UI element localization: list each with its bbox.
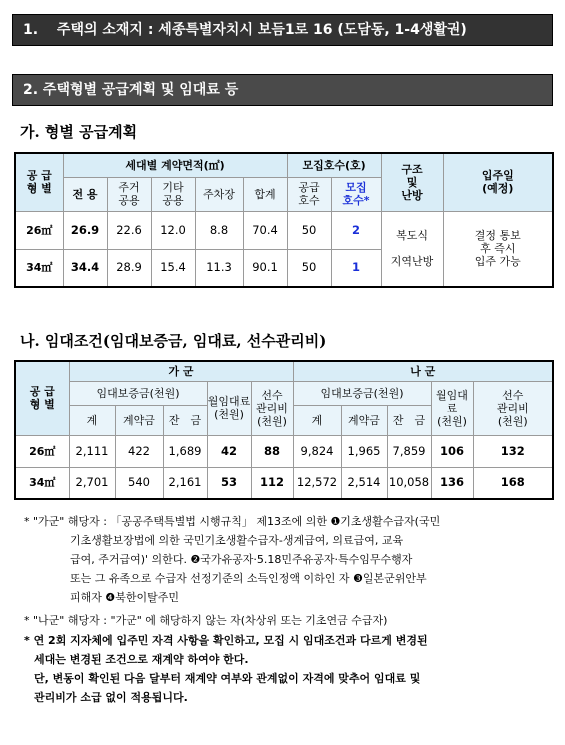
cell: 7,859	[387, 435, 431, 467]
note-line: 단, 변동이 확인된 다음 달부터 재계약 여부와 관계없이 자격에 맞추어 임대료 및	[34, 672, 421, 685]
supply-plan-title: 2. 주택형별 공급계획 및 임대료 등	[23, 82, 239, 98]
cell: 26.9	[63, 211, 107, 249]
note-line: * 연 2회 지자체에 입주민 자격 사항을 확인하고, 모집 시 임대조건과 다르게 변경된	[24, 634, 428, 647]
supply-plan-table	[14, 152, 554, 288]
cell: 2,514	[341, 467, 387, 499]
col-other-common: 기타 공용	[151, 177, 195, 211]
cell: 2	[331, 211, 381, 249]
structure-header: 구조 및 난방	[381, 153, 443, 211]
subsection-a-title: 가. 형별 공급계획	[20, 123, 138, 141]
col-exclusive: 전 용	[63, 177, 107, 211]
col-residential-common: 주거 공용	[107, 177, 151, 211]
cell: 2,161	[163, 467, 207, 499]
cell: 50	[287, 211, 331, 249]
structure-value: 복도식 지역난방	[381, 211, 443, 287]
area-group-header: 세대별 계약면적(㎡)	[63, 153, 287, 177]
cell: 53	[207, 467, 251, 499]
sub-col-balance-a: 잔 금	[163, 405, 207, 435]
note-line: 기초생활보장법에 의한 국민기초생활수급자-생계급여, 의료급여, 교육	[70, 534, 404, 547]
col-total: 합계	[243, 177, 287, 211]
supply-plan-banner	[12, 74, 553, 106]
cell: 1,965	[341, 435, 387, 467]
type-header: 공 급 형 별	[15, 361, 69, 435]
cell: 70.4	[243, 211, 287, 249]
cell: 136	[431, 467, 473, 499]
col-recruit-units: 모집 호수*	[331, 177, 381, 211]
cell: 34.4	[63, 249, 107, 287]
row-type: 34㎡	[15, 467, 69, 499]
cell: 12.0	[151, 211, 195, 249]
cell: 1,689	[163, 435, 207, 467]
subsection-b-title: 나. 임대조건(임대보증금, 임대료, 선수관리비)	[20, 332, 327, 350]
row-type: 34㎡	[15, 249, 63, 287]
rental-terms-table	[14, 360, 554, 500]
note-line: * "나군" 해당자 : "가군" 에 해당하지 않는 자(차상위 또는 기초연금 수급자)	[24, 614, 388, 627]
location-banner	[12, 14, 553, 46]
note-recheck	[24, 631, 556, 707]
col-supply-units: 공급 호수	[287, 177, 331, 211]
note-group-b	[24, 611, 556, 630]
sub-col-total-b: 계	[293, 405, 341, 435]
note-line: 세대는 변경된 조건으로 재계약 하여야 한다.	[34, 653, 249, 666]
cell: 2,701	[69, 467, 115, 499]
cell: 2,111	[69, 435, 115, 467]
move-in-value: 결정 통보 후 즉시 입주 가능	[443, 211, 553, 287]
cell: 106	[431, 435, 473, 467]
cell: 90.1	[243, 249, 287, 287]
table-row	[15, 435, 553, 467]
cell: 10,058	[387, 467, 431, 499]
monthly-header-b: 월임대료 (천원)	[431, 381, 473, 435]
cell: 88	[251, 435, 293, 467]
cell: 42	[207, 435, 251, 467]
row-type: 26㎡	[15, 435, 69, 467]
cell: 168	[473, 467, 553, 499]
recruit-group-header: 모집호수(호)	[287, 153, 381, 177]
deposit-header-a: 임대보증금(천원)	[69, 381, 207, 405]
cell: 540	[115, 467, 163, 499]
cell: 50	[287, 249, 331, 287]
table-row	[15, 211, 553, 249]
cell: 15.4	[151, 249, 195, 287]
deposit-header-b: 임대보증금(천원)	[293, 381, 431, 405]
group-a-header: 가 군	[69, 361, 293, 381]
cell: 9,824	[293, 435, 341, 467]
cell: 12,572	[293, 467, 341, 499]
sub-col-total-a: 계	[69, 405, 115, 435]
sub-col-balance-b: 잔 금	[387, 405, 431, 435]
col-parking: 주차장	[195, 177, 243, 211]
note-line: 또는 그 유족으로 수급자 선정기준의 소득인정액 이하인 자 ❸일본군위안부	[70, 572, 427, 585]
table-row	[15, 467, 553, 499]
move-in-header: 입주일 (예정)	[443, 153, 553, 211]
cell: 112	[251, 467, 293, 499]
row-type: 26㎡	[15, 211, 63, 249]
cell: 22.6	[107, 211, 151, 249]
cell: 8.8	[195, 211, 243, 249]
cell: 1	[331, 249, 381, 287]
cell: 132	[473, 435, 553, 467]
note-group-a	[24, 512, 556, 607]
cell: 422	[115, 435, 163, 467]
advance-header-a: 선수 관리비 (천원)	[251, 381, 293, 435]
cell: 28.9	[107, 249, 151, 287]
location-title: 1. 주택의 소재지 : 세종특별자치시 보듬1로 16 (도담동, 1-4생활권)	[23, 22, 467, 38]
advance-header-b: 선수 관리비 (천원)	[473, 381, 553, 435]
note-line: 관리비가 소급 없이 적용됩니다.	[34, 691, 188, 704]
cell: 11.3	[195, 249, 243, 287]
sub-col-contract-b: 계약금	[341, 405, 387, 435]
monthly-header-a: 월임대료 (천원)	[207, 381, 251, 435]
note-line: 급여, 주거급여)' 의한다. ❷국가유공자·5.18민주유공자·특수임무수행자	[70, 553, 413, 566]
type-header: 공 급 형 별	[15, 153, 63, 211]
note-line: 피해자 ❹북한이탈주민	[70, 591, 179, 604]
note-line: * "가군" 해당자 : 「공공주택특별법 시행규칙」 제13조에 의한 ❶기초생활수급자(국민	[24, 515, 441, 528]
group-b-header: 나 군	[293, 361, 553, 381]
sub-col-contract-a: 계약금	[115, 405, 163, 435]
